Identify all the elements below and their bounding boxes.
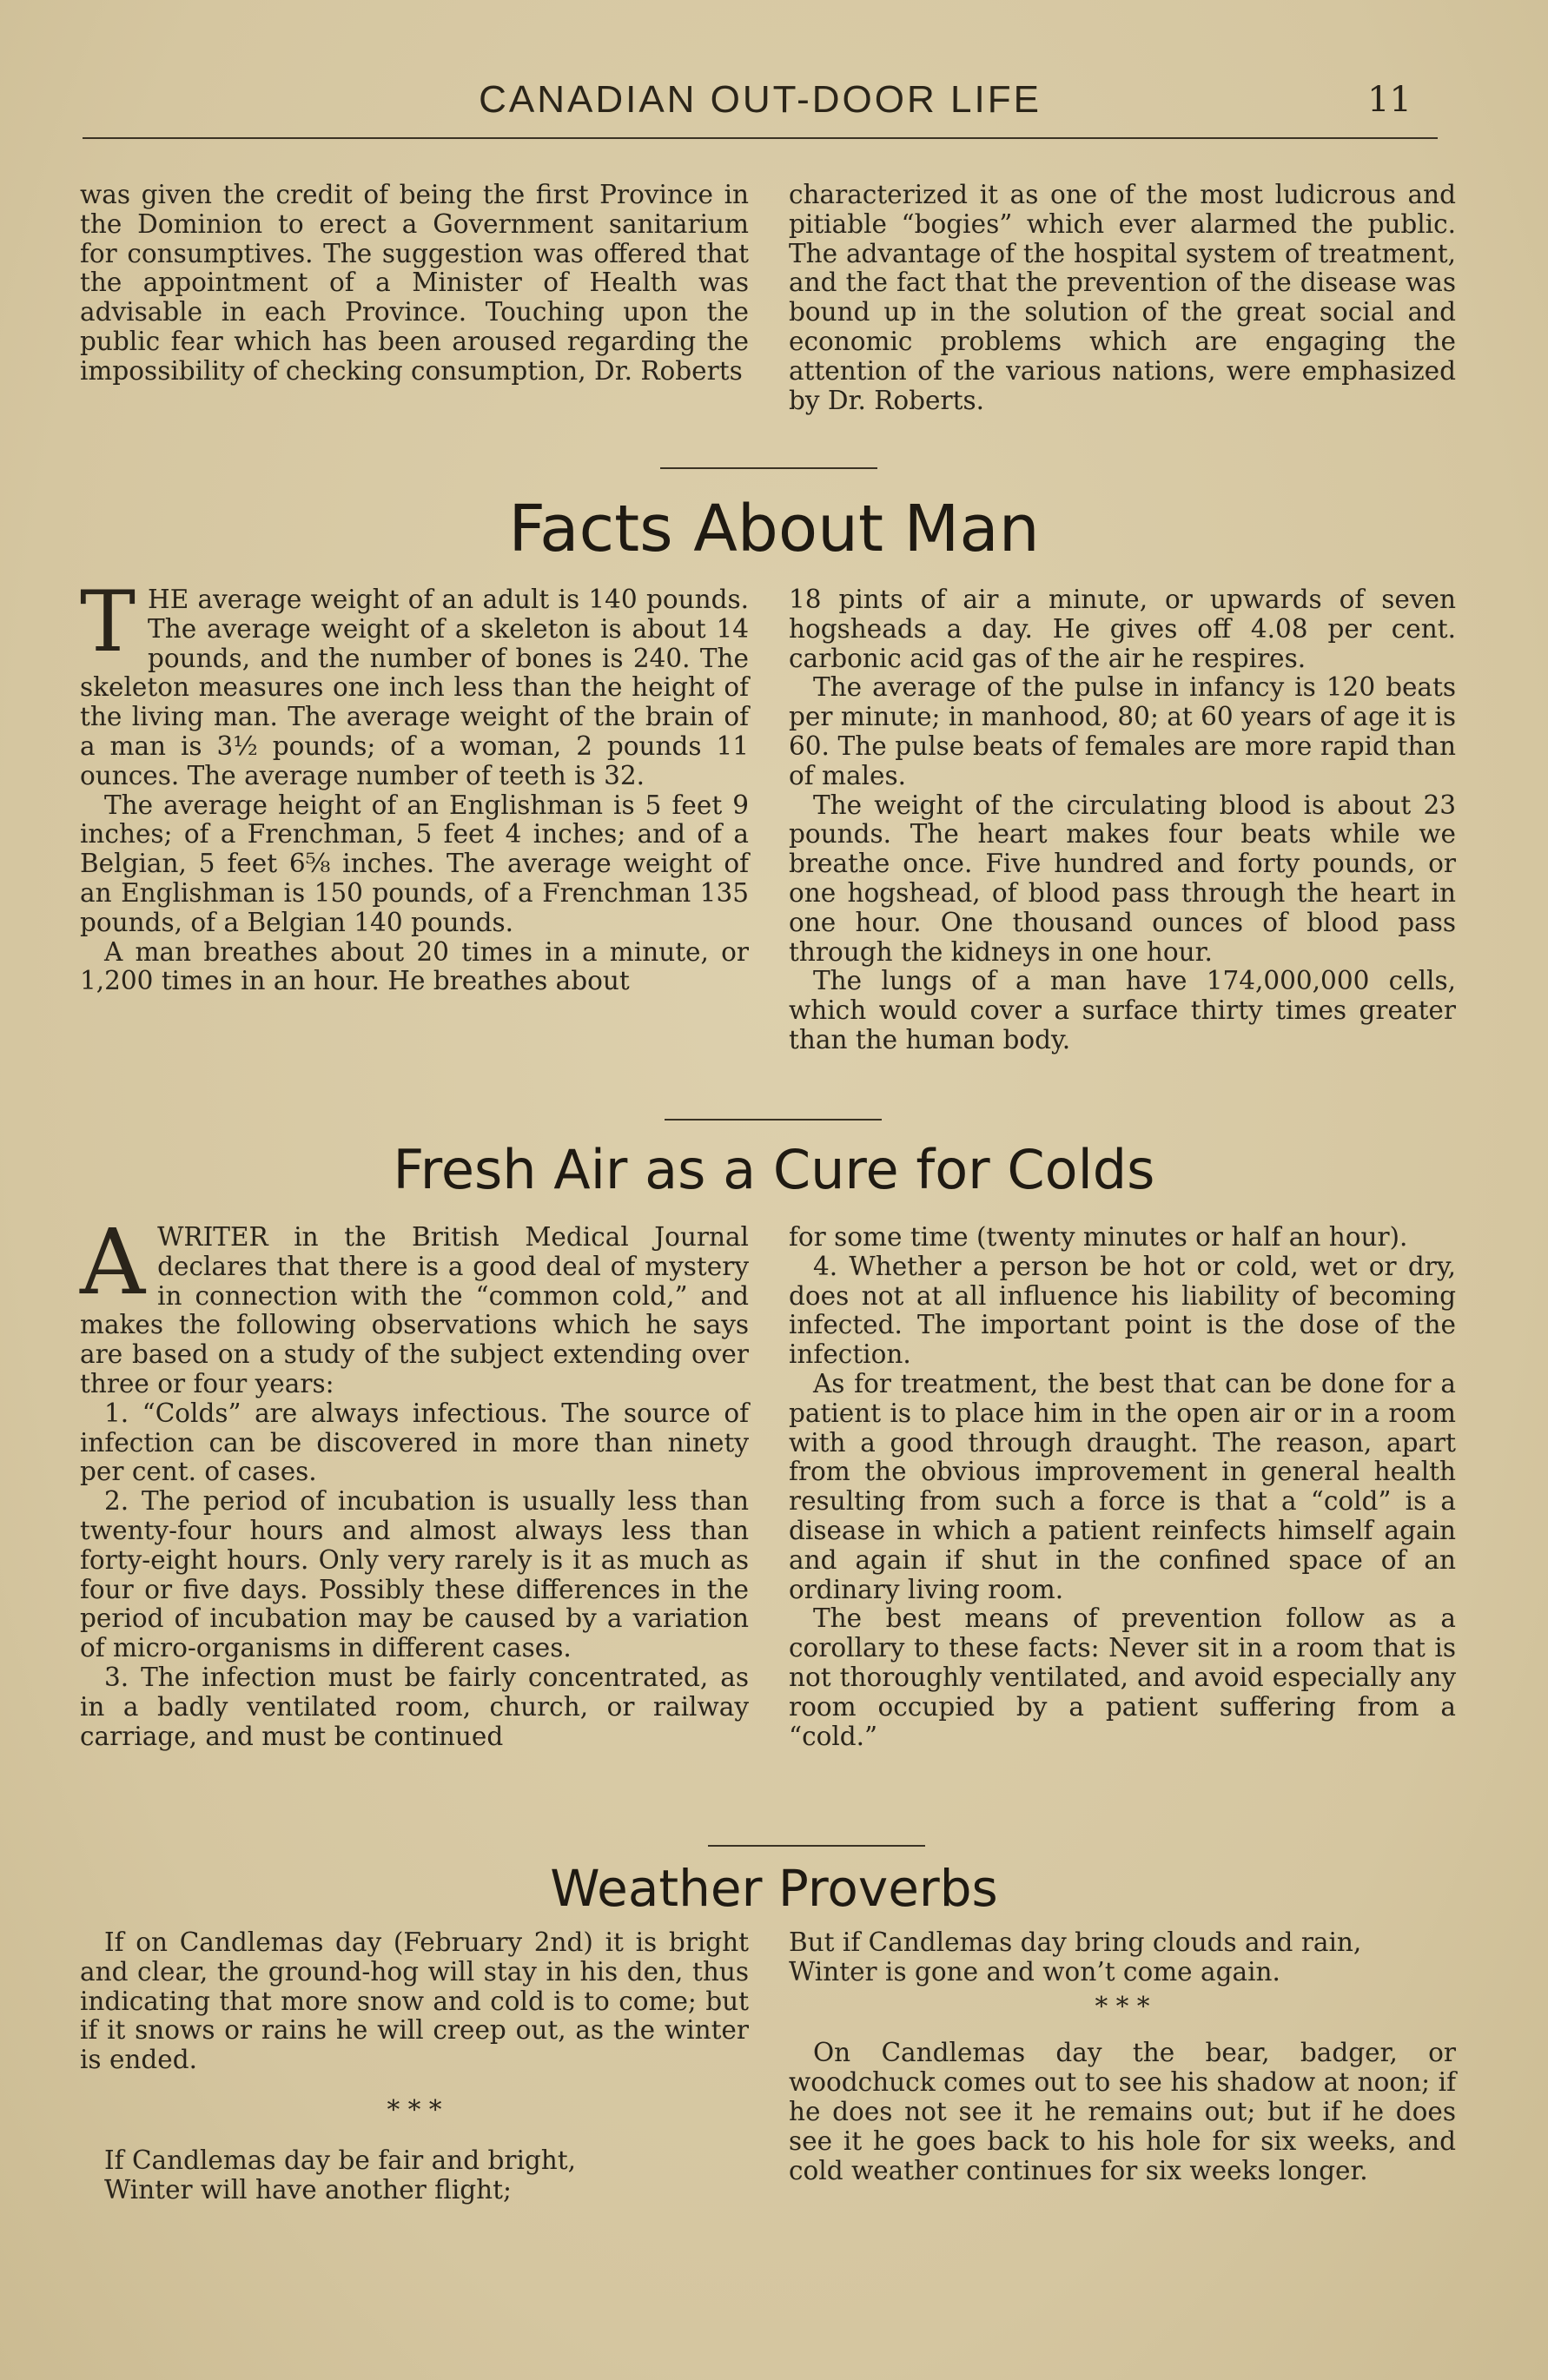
proverbs-left-column xyxy=(80,1928,749,2205)
colds-headline: Fresh Air as a Cure for Colds xyxy=(393,1138,1155,1201)
colds-right-column xyxy=(789,1223,1456,1751)
facts-right-p4: The lungs of a man have 174,000,000 cells, which would cover a surface thirty times greater than the human body. xyxy=(789,966,1456,1054)
colds-drop-cap: A xyxy=(80,1209,146,1315)
facts-left-p3: A man breathes about 20 times in a minute, or 1,200 times in an hour. He breathes about xyxy=(80,936,749,996)
proverbs-right-verse-1: But if Candlemas day bring clouds and rain, xyxy=(789,1927,1362,1957)
proverbs-headline: Weather Proverbs xyxy=(550,1859,998,1918)
facts-right-p2: The average of the pulse in infancy is 120 beats per minute; in manhood, 80; at 60 years of age it is 60. The pulse beats of females are more rapid than of males. xyxy=(789,672,1456,790)
colds-right-p1: for some time (twenty minutes or half an hour). xyxy=(789,1222,1408,1252)
section-rule xyxy=(708,1845,925,1847)
facts-left-column xyxy=(80,573,749,996)
colds-left-p2: 1. “Colds” are always infectious. The source of infection can be discovered in more than ninety per cent. of cases. xyxy=(80,1398,749,1487)
proverbs-left-p1: If on Candlemas day (February 2nd) it is bright and clear, the ground-hog will stay in his den, thus indicating that more snow and cold is to come; but if it snows or rains he will creep out, as the winter is ended. xyxy=(80,1927,749,2075)
colds-right-p4: The best means of prevention follow as a corollary to these facts: Never sit in a room that is not thoroughly ventilated, and avoid especially any room occupied by a patient suffering from a “cold.” xyxy=(789,1603,1456,1751)
facts-right-p3: The weight of the circulating blood is about 23 pounds. The heart makes four beats while we breathe once. Five hundred and forty pounds, or one hogshead, of blood pass through the heart in one hour. One thousand ounces of blood pass through the kidneys in one hour. xyxy=(789,790,1456,967)
running-header xyxy=(83,78,1438,129)
section-rule xyxy=(660,467,877,469)
proverbs-right-column xyxy=(789,1928,1456,2185)
facts-left-p1: HE average weight of an adult is 140 pounds. The average weight of a skeleton is about 14 pounds, and the number of bones is 240. The skeleton measures one inch less than the height of the living man. The average weight of the brain of a man is 3½ pounds; of a woman, 2 pounds 11 ounces. The average number of teeth is 32. xyxy=(80,585,749,790)
proverbs-stars-left: * * * xyxy=(387,2094,442,2125)
colds-right-p2: 4. Whether a person be hot or cold, wet or dry, does not at all influence his liability of becoming infected. The important point is the dose of the infection. xyxy=(789,1251,1456,1370)
proverbs-left-verse-2: Winter will have another flight; xyxy=(104,2174,512,2205)
section-rule xyxy=(665,1119,882,1121)
publication-title: CANADIAN OUT-DOOR LIFE xyxy=(479,78,1042,121)
facts-right-column xyxy=(789,585,1456,1055)
colds-left-p3: 2. The period of incubation is usually less than twenty-four hours and almost always less than forty-eight hours. Only very rarely is it as much as four or five days. Possibly these differences in the period of incubation may be caused by a variation of micro-organisms in different cases. xyxy=(80,1486,749,1663)
facts-drop-cap: T xyxy=(80,573,136,671)
proverbs-stars-right: * * * xyxy=(1095,1991,1150,2021)
proverbs-right-p2: On Candlemas day the bear, badger, or woodchuck comes out to see his shadow at noon; if he does not see it he remains out; but if he does see it he goes back to his hole for six weeks, and cold weather continues for six weeks longer. xyxy=(789,2038,1456,2185)
colds-left-column xyxy=(80,1209,749,1751)
intro-right-column xyxy=(789,181,1456,415)
facts-left-p2: The average height of an Englishman is 5 feet 9 inches; of a Frenchman, 5 feet 4 inches; and of a Belgian, 5 feet 6⅝ inches. The average weight of an Englishman is 150 pounds, of a Frenchman 135 pounds, of a Belgian 140 pounds. xyxy=(80,790,749,937)
proverbs-left-verse-1: If Candlemas day be fair and bright, xyxy=(104,2145,576,2175)
colds-left-p1: WRITER in the British Medical Journal declares that there is a good deal of mystery in connection with the “common cold,” and makes the following observations which he says are based on a study of the subject extending over three or four years: xyxy=(80,1222,749,1398)
intro-left-column xyxy=(80,181,749,387)
colds-left-p4: 3. The infection must be fairly concentrated, as in a badly ventilated room, church, or railway carriage, and must be continued xyxy=(80,1662,749,1751)
intro-left-text: was given the credit of being the first Province in the Dominion to erect a Government sanitarium for consumptives. The suggestion was offered that the appointment of a Minister of Health was advisable in each Province. Touching upon the public fear which has been aroused regarding the impossibility of checking consumption, Dr. Roberts xyxy=(80,180,749,386)
facts-headline: Facts About Man xyxy=(508,492,1040,566)
page-number: 11 xyxy=(1367,80,1412,120)
facts-right-p1: 18 pints of air a minute, or upwards of seven hogsheads a day. He gives off 4.08 per cent. carbonic acid gas of the air he respires. xyxy=(789,585,1456,673)
intro-right-text: characterized it as one of the most ludicrous and pitiable “bogies” which ever alarmed the public. The advantage of the hospital system of treatment, and the fact that the prevention of the disease was bound up in the solution of the great social and economic problems which are engaging the attention of the various nations, were emphasized by Dr. Roberts. xyxy=(789,180,1456,415)
header-rule xyxy=(83,137,1438,139)
proverbs-right-verse-2: Winter is gone and won’t come again. xyxy=(789,1956,1280,1987)
colds-right-p3: As for treatment, the best that can be done for a patient is to place him in the open air or in a room with a good through draught. The reason, apart from the obvious improvement in general health resulting from such a force is that a “cold” is a disease in which a patient reinfects himself again and again if shut in the confined space of an ordinary living room. xyxy=(789,1368,1456,1604)
